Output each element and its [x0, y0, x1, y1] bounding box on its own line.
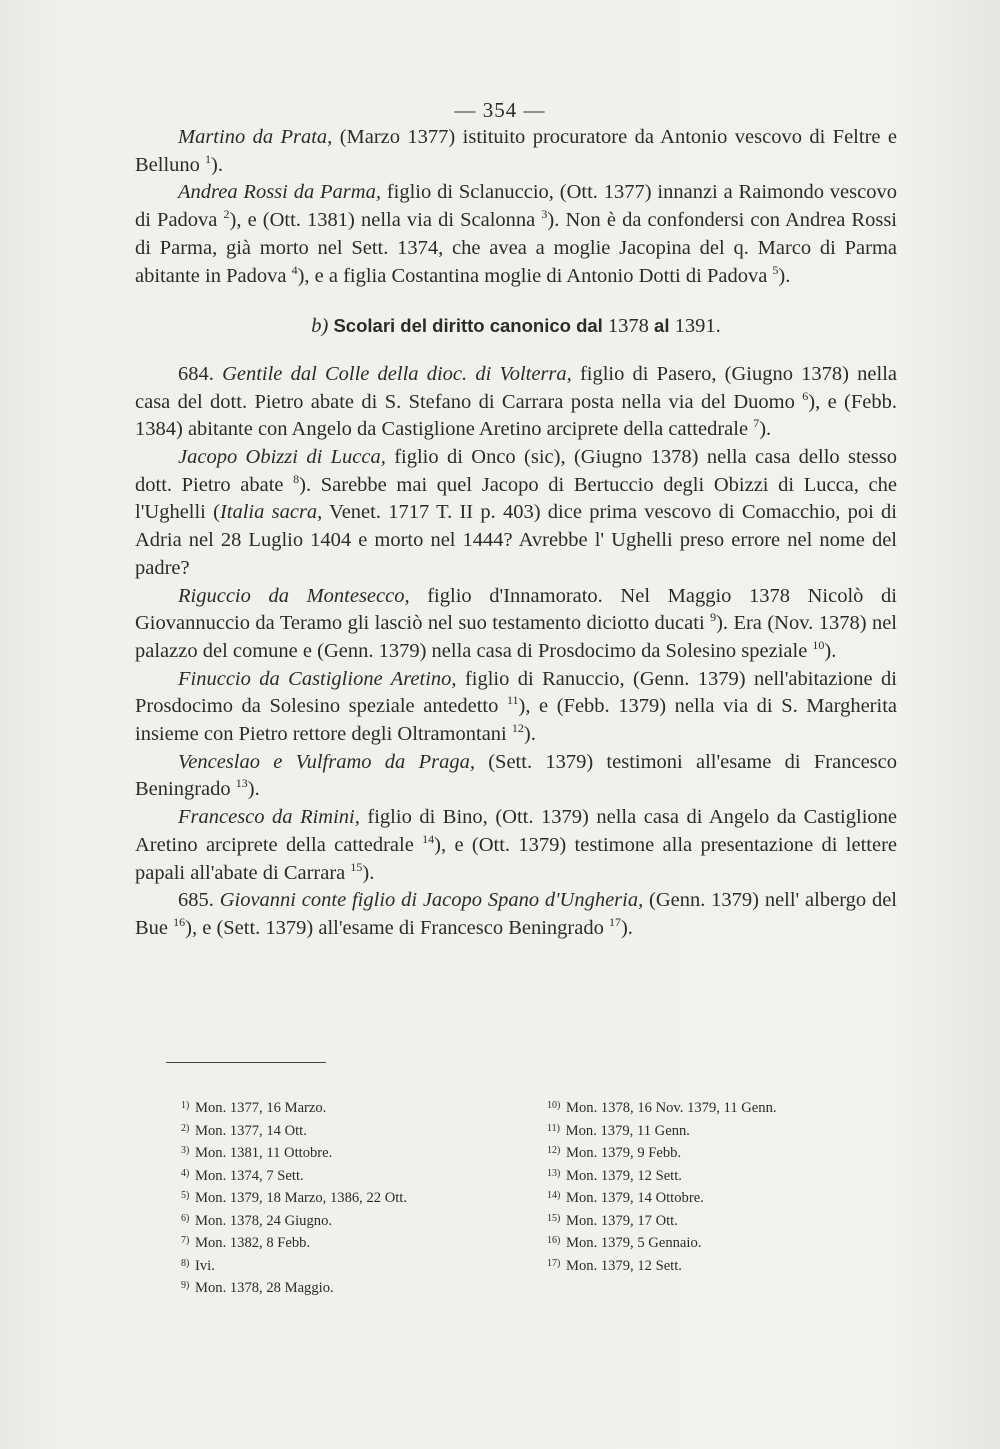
footnote: [181, 1141, 511, 1164]
paragraph-685-giovanni: [135, 887, 897, 942]
entry-number: 685.: [178, 889, 220, 912]
footnote-text: Mon. 1381, 11 Ottobre.: [195, 1145, 333, 1161]
footnote-number: 5): [181, 1190, 190, 1201]
text-run: figlio di Ranuccio, (Genn. 1379) nell'abitazione di Prosdocimo da Solesino speziale antedetto: [135, 667, 897, 718]
footnote-ref: 14: [422, 831, 435, 846]
footnote-text: Mon. 1379, 5 Gennaio.: [566, 1235, 702, 1251]
footnote-text: Mon. 1378, 24 Giugno.: [195, 1212, 333, 1229]
text-run: ), e (Ott. 1381) nella via di Scalonna: [229, 209, 542, 232]
footnote-ref: 13: [235, 776, 248, 791]
footnote-number: 6): [181, 1212, 190, 1224]
footnote-text: Mon. 1378, 16 Nov. 1379, 11 Genn.: [566, 1100, 777, 1116]
section-year-end: 1391.: [669, 315, 721, 338]
person-name: Gentile dal Colle della dioc. di Volterra,: [222, 362, 572, 385]
paragraph-finuccio: [135, 666, 897, 749]
footnote-ref: 1: [205, 151, 212, 166]
section-title-al: al: [654, 315, 670, 337]
footnotes-left-column: [181, 1096, 511, 1299]
page-number: — 354 —: [454, 98, 546, 122]
text-run: ).: [759, 418, 772, 441]
paragraph-jacopo-obizzi: [135, 444, 897, 583]
footnote-number: 16): [547, 1235, 561, 1246]
person-name: Francesco da Rimini,: [178, 806, 360, 829]
footnote: [547, 1209, 887, 1232]
footnote-ref: 17: [608, 914, 621, 929]
footnote-ref: 4: [291, 262, 298, 277]
footnote-text: Mon. 1378, 28 Maggio.: [195, 1280, 334, 1296]
footnote-ref: 12: [511, 721, 524, 736]
footnote-number: 9): [181, 1280, 190, 1291]
footnote-number: 1): [181, 1100, 190, 1111]
text-run: (Genn. 1379) nell' albergo del Bue: [135, 889, 898, 939]
text-run: ), e (Febb. 1379) nella via di S. Margherita insieme con Pietro rettore degli Oltramontani: [135, 695, 898, 746]
paragraph-venceslao: [135, 749, 897, 804]
text-run: ).: [211, 153, 223, 176]
text-run: ).: [620, 916, 633, 939]
footnote-ref: 11: [506, 693, 519, 708]
footnote-ref: 3: [541, 207, 548, 222]
text-run: ), e a figlia Costantina moglie di Antonio Dotti di Padova: [297, 264, 773, 287]
footnote-text: Mon. 1377, 14 Ott.: [195, 1122, 307, 1139]
text-run: ).: [362, 861, 375, 884]
footnote-text: Mon. 1379, 17 Ott.: [566, 1212, 678, 1229]
footnote-text: Mon. 1379, 12 Sett.: [566, 1167, 682, 1184]
text-run: ). Non è da confondersi con Andrea Rossi di Parma, già morto nel Sett. 1374, che avea a moglie Jacopina del q. Marco di Parma abitante in Padova: [135, 209, 897, 287]
footnote-number: 14): [547, 1190, 561, 1201]
footnote-number: 7): [181, 1235, 190, 1246]
footnote: [181, 1209, 511, 1232]
footnote: [547, 1141, 887, 1164]
text-run: figlio di Sclanuccio, (Ott. 1377) innanzi a Raimondo vescovo di Padova: [135, 181, 897, 232]
paragraph-martino: [135, 124, 897, 179]
section-title: Scolari del diritto canonico dal: [333, 315, 603, 337]
text-run: Venet. 1717 T. II p. 403) dice prima vescovo di Comacchio, poi di Adria nel 28 Luglio 1404 e morto nel 1444? Avrebbe l' Ughelli preso errore nel nome del padre?: [135, 501, 897, 579]
footnote-text: Mon. 1379, 9 Febb.: [566, 1145, 682, 1161]
person-name: Finuccio da Castiglione Aretino,: [178, 667, 457, 690]
footnote-number: 8): [181, 1257, 190, 1269]
body-text: [135, 124, 897, 943]
footnote: [181, 1276, 511, 1299]
entry-number: 684.: [178, 362, 223, 385]
footnote-ref: 5: [772, 262, 779, 277]
text-run: figlio di Pasero, (Giugno 1378) nella casa del dott. Pietro abate di S. Stefano di Carrara posta nella via del Duomo: [135, 362, 897, 413]
footnote-number: 2): [181, 1122, 190, 1134]
text-run: (Sett. 1379) testimoni all'esame di Francesco Beningrado: [135, 750, 897, 801]
footnote-text: Mon. 1382, 8 Febb.: [195, 1235, 311, 1251]
text-run: ).: [523, 723, 536, 746]
text-run: ).: [778, 264, 791, 287]
footnote-number: 11): [547, 1122, 560, 1134]
footnote: [547, 1186, 887, 1209]
paragraph-riguccio: [135, 583, 897, 666]
footnote: [181, 1254, 511, 1277]
footnote-number: 3): [181, 1145, 190, 1156]
footnote-text: Mon. 1379, 18 Marzo, 1386, 22 Ott.: [195, 1190, 408, 1206]
footnote: [547, 1254, 887, 1277]
footnote-text: Ivi.: [195, 1257, 215, 1274]
text-run: ), e (Febb. 1384) abitante con Angelo da Castiglione Aretino arciprete della cattedrale: [135, 390, 897, 441]
footnote-ref: 15: [350, 859, 363, 874]
section-year-start: 1378: [602, 315, 655, 338]
footnote: [181, 1164, 511, 1187]
text-run: ).: [824, 639, 837, 662]
text-run: figlio di Bino, (Ott. 1379) nella casa di Angelo da Castiglione Aretino arciprete della cattedrale: [135, 806, 897, 856]
text-run: ), e (Ott. 1379) testimone alla presentazione di lettere papali all'abate di Carrara: [135, 833, 897, 884]
footnotes-right-column: [547, 1096, 887, 1276]
paragraph-francesco-rimini: [135, 804, 897, 887]
footnote-number: 4): [181, 1167, 190, 1179]
footnote-number: 12): [547, 1145, 561, 1156]
section-letter: b): [311, 315, 329, 338]
footnote-text: Mon. 1374, 7 Sett.: [195, 1167, 304, 1184]
text-run: (Marzo 1377) istituito procuratore da Antonio vescovo di Feltre e Belluno: [135, 126, 897, 176]
footnote-number: 10): [547, 1100, 561, 1111]
footnote-number: 17): [547, 1257, 561, 1269]
text-run: ), e (Sett. 1379) all'esame di Francesco Beningrado: [185, 916, 609, 939]
paragraph-andrea-rossi: [135, 179, 897, 290]
text-run: ).: [247, 778, 260, 801]
footnote-ref: 6: [802, 388, 809, 403]
person-name: Riguccio da Montesecco,: [178, 584, 410, 607]
footnote-ref: 10: [812, 637, 825, 652]
person-name: Jacopo Obizzi di Lucca,: [178, 446, 386, 469]
work-title: Italia sacra,: [219, 501, 323, 524]
text-run: ). Sarebbe mai quel Jacopo di Bertuccio degli Obizzi di Lucca, che l'Ughelli (: [135, 473, 897, 524]
text-run: figlio d'Innamorato. Nel Maggio 1378 Nicolò di Giovannuccio da Teramo gli lasciò nel suo testamento diciotto ducati: [135, 584, 897, 635]
footnote-number: 13): [547, 1167, 561, 1179]
footnote: [181, 1186, 511, 1209]
footnote: [547, 1119, 887, 1142]
footnote-text: Mon. 1377, 16 Marzo.: [195, 1100, 327, 1116]
footnote-number: 15): [547, 1212, 561, 1224]
footnote-text: Mon. 1379, 14 Ottobre.: [566, 1190, 704, 1206]
footnote: [181, 1231, 511, 1254]
footnote-ref: 7: [753, 416, 760, 431]
footnote: [181, 1119, 511, 1142]
footnote: [547, 1096, 887, 1119]
section-heading: [135, 312, 897, 341]
person-name: Martino da Prata,: [178, 126, 333, 148]
footnote-ref: 9: [710, 610, 717, 625]
person-name: Venceslao e Vulframo da Praga,: [178, 750, 475, 773]
footnote-ref: 2: [223, 207, 230, 222]
person-name: Andrea Rossi da Parma,: [178, 181, 381, 204]
text-run: figlio di Onco (sic), (Giugno 1378) nella casa dello stesso dott. Pietro abate: [135, 446, 897, 496]
footnote-divider: [166, 1062, 326, 1063]
text-run: ). Era (Nov. 1378) nel palazzo del comune e (Genn. 1379) nella casa di Prosdocimo da Solesino speziale: [135, 612, 897, 662]
footnote: [181, 1096, 511, 1119]
person-name: Giovanni conte figlio di Jacopo Spano d'Ungheria,: [219, 889, 644, 912]
footnote-text: Mon. 1379, 12 Sett.: [566, 1257, 682, 1274]
footnote-ref: 16: [173, 914, 186, 929]
footnote: [547, 1164, 887, 1187]
footnote-ref: 8: [293, 471, 300, 486]
footnote: [547, 1231, 887, 1254]
paragraph-684-gentile: [135, 361, 897, 444]
footnote-text: Mon. 1379, 11 Genn.: [565, 1122, 690, 1139]
